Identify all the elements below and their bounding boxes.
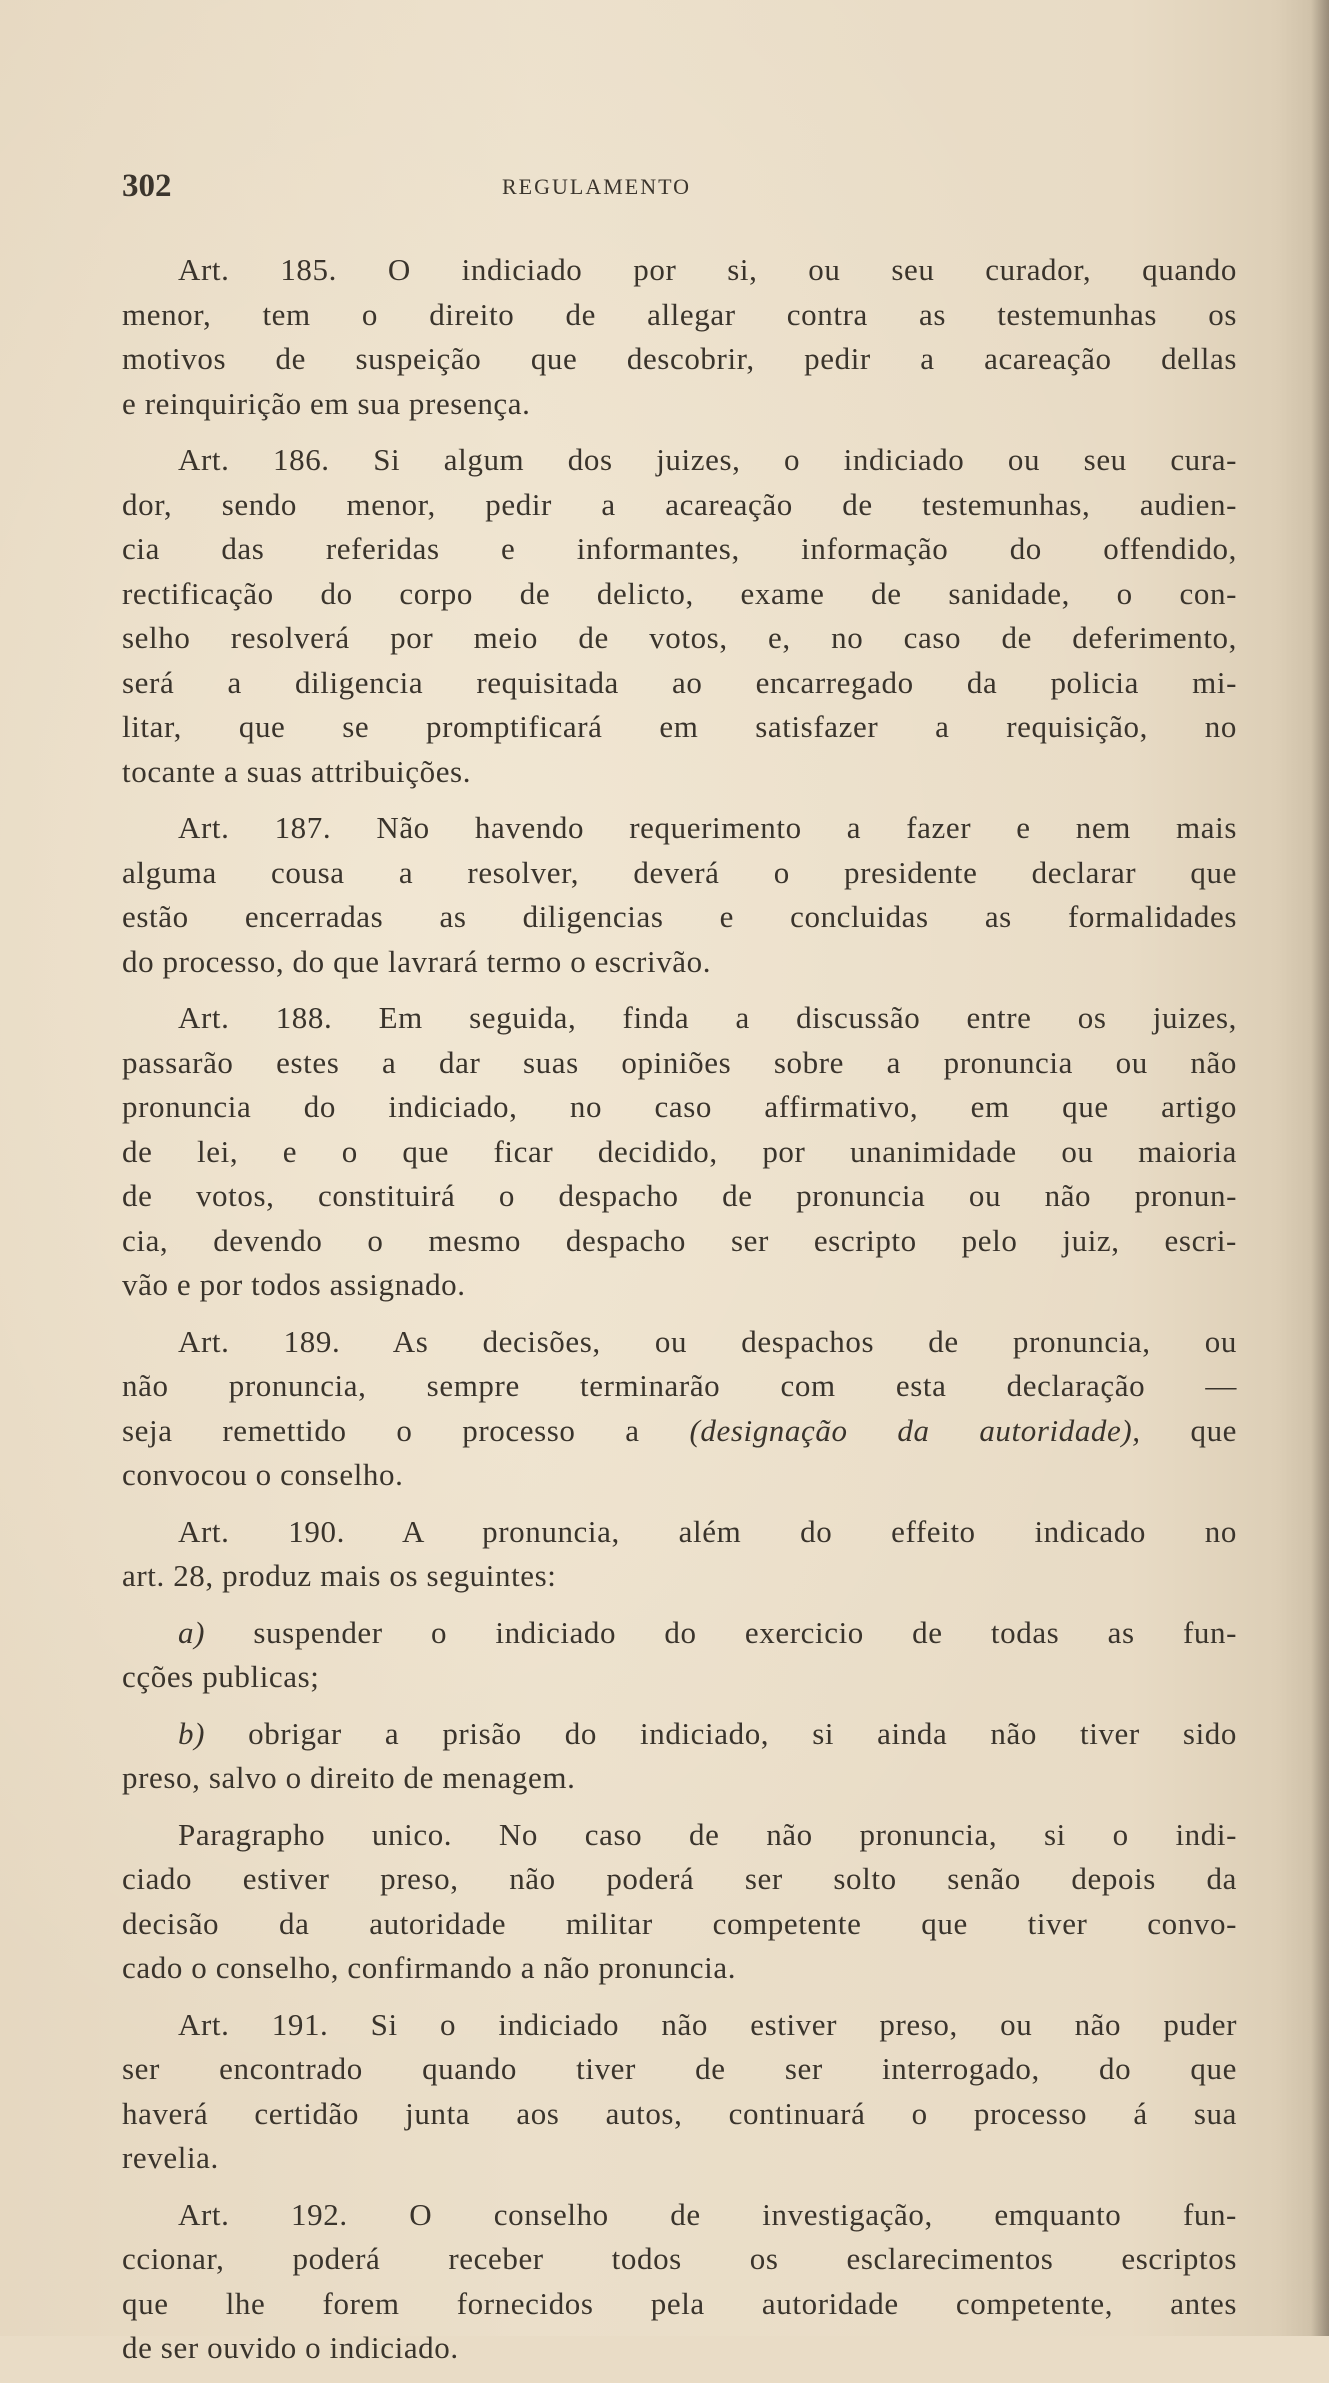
item-label: b): [178, 1715, 206, 1751]
text-line: pronuncia do indiciado, no caso affirmativo, em que artigo: [122, 1089, 1237, 1124]
article-186: [122, 438, 1237, 794]
article-187: [122, 806, 1237, 984]
article-191: [122, 2003, 1237, 2181]
article-189: [122, 1320, 1237, 1498]
text-line: ciado estiver preso, não poderá ser solto senão depois da: [122, 1861, 1237, 1896]
page-number: 302: [122, 168, 172, 204]
text-line: passarão estes a dar suas opiniões sobre a pronuncia ou não: [122, 1044, 1237, 1080]
text-line: [122, 1611, 1237, 1656]
text-line: Paragrapho unico. No caso de não pronuncia, si o indi-: [178, 1816, 1237, 1852]
article-190: [122, 1510, 1237, 1599]
text-line: convocou o conselho.: [122, 1457, 404, 1492]
article-190-item-a: [122, 1611, 1237, 1700]
text-line: de votos, constituirá o despacho de pronuncia ou não pronun-: [122, 1178, 1237, 1213]
text-line: de ser ouvido o indiciado.: [122, 2330, 459, 2365]
text-line: estão encerradas as diligencias e concluidas as formalidades: [122, 899, 1237, 934]
text-line: Art. 185. O indiciado por si, ou seu curador, quando: [178, 252, 1237, 287]
body-text: [122, 248, 1237, 2383]
text-line: menor, tem o direito de allegar contra as testemunhas os: [122, 296, 1237, 332]
article-190-sole-paragraph: [122, 1813, 1237, 1991]
text-line: de lei, e o que ficar decidido, por unanimidade ou maioria: [122, 1133, 1237, 1169]
article-190-item-b: [122, 1712, 1237, 1801]
text-line: cções publicas;: [122, 1659, 320, 1694]
text-line: selho resolverá por meio de votos, e, no caso de deferimento,: [122, 620, 1237, 655]
text-segment: que: [1190, 1412, 1238, 1448]
article-188: [122, 996, 1237, 1308]
text-line: preso, salvo o direito de menagem.: [122, 1760, 576, 1795]
text-line: que lhe forem fornecidos pela autoridade competente, antes: [122, 2285, 1237, 2321]
text-line: Art. 187. Não havendo requerimento a fazer e nem mais: [178, 810, 1237, 845]
text-line: não pronuncia, sempre terminarão com esta declaração —: [122, 1368, 1237, 1403]
text-line: motivos de suspeição que descobrir, pedir a acareação dellas: [122, 341, 1237, 376]
text-line: Art. 191. Si o indiciado não estiver preso, ou não puder: [178, 2006, 1237, 2042]
text-line: art. 28, produz mais os seguintes:: [122, 1558, 557, 1593]
text-line: decisão da autoridade militar competente que tiver convo-: [122, 1905, 1237, 1941]
running-title: REGULAMENTO: [502, 174, 692, 199]
text-line: Art. 186. Si algum dos juizes, o indiciado ou seu cura-: [178, 442, 1237, 477]
text-line: cia, devendo o mesmo despacho ser escripto pelo juiz, escri-: [122, 1222, 1237, 1258]
text-line: tocante a suas attribuições.: [122, 753, 472, 789]
text-line: do processo, do que lavrará termo o escrivão.: [122, 943, 712, 979]
text-line: rectificação do corpo de delicto, exame de sanidade, o con-: [122, 575, 1237, 611]
italic-phrase: (designação da autoridade),: [689, 1412, 1141, 1448]
text-line: Art. 189. As decisões, ou despachos de pronuncia, ou: [178, 1323, 1237, 1359]
text-segment: seja remettido o processo a: [122, 1412, 640, 1448]
article-185: [122, 248, 1237, 426]
text-line: dor, sendo menor, pedir a acareação de testemunhas, audien-: [122, 486, 1237, 522]
text-line: ser encontrado quando tiver de ser interrogado, do que: [122, 2051, 1237, 2086]
text-line: será a diligencia requisitada ao encarregado da policia mi-: [122, 664, 1237, 700]
text-line: alguma cousa a resolver, deverá o presidente declarar que: [122, 854, 1237, 890]
text-line: e reinquirição em sua presença.: [122, 385, 531, 421]
text-line: vão e por todos assignado.: [122, 1267, 466, 1302]
text-line: cado o conselho, confirmando a não pronuncia.: [122, 1950, 737, 1985]
text-line: [122, 1712, 1237, 1757]
text-line: haverá certidão junta aos autos, continuará o processo á sua: [122, 2095, 1237, 2131]
text-segment: obrigar a prisão do indiciado, si ainda não tiver sido: [248, 1715, 1237, 1751]
article-192: [122, 2193, 1237, 2371]
text-line: ccionar, poderá receber todos os esclarecimentos escriptos: [122, 2241, 1237, 2276]
text-line: revelia.: [122, 2140, 219, 2175]
text-line: Art. 190. A pronuncia, além do effeito indicado no: [178, 1513, 1237, 1549]
text-line: cia das referidas e informantes, informação do offendido,: [122, 531, 1237, 566]
text-line: litar, que se promptificará em satisfazer a requisição, no: [122, 709, 1237, 744]
running-head: [122, 168, 1242, 218]
text-line-with-italic: [122, 1409, 1237, 1454]
page-edge-shadow: [1311, 0, 1329, 2336]
text-line: Art. 192. O conselho de investigação, emquanto fun-: [178, 2196, 1237, 2232]
item-label: a): [178, 1614, 206, 1650]
text-line: Art. 188. Em seguida, finda a discussão entre os juizes,: [178, 1000, 1237, 1035]
text-segment: suspender o indiciado do exercicio de todas as fun-: [253, 1614, 1237, 1650]
